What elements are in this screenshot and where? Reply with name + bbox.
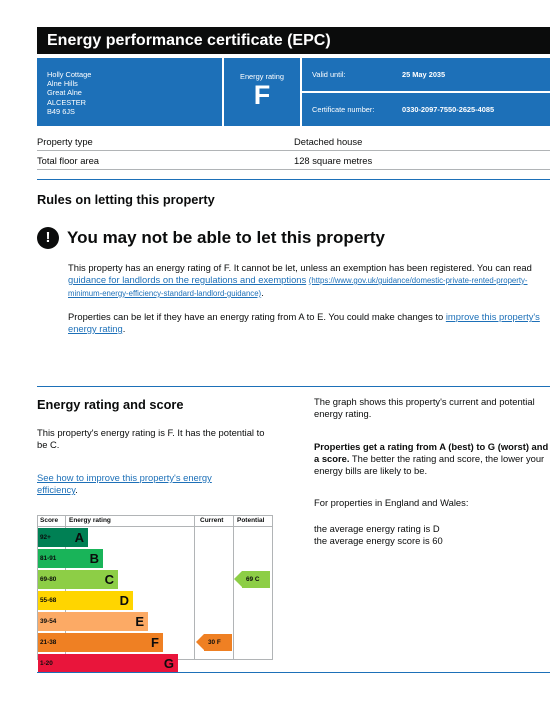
link-end: . [75, 484, 78, 495]
graph-paragraph-rest: The better the rating and score, the lower your energy bills are likely to be. [314, 453, 545, 476]
band-score-f: 21-38 [38, 633, 66, 652]
property-type-label: Property type [37, 135, 93, 147]
section-divider [37, 672, 550, 673]
band-bar-a: A [66, 528, 88, 547]
band-bar-e: E [66, 612, 148, 631]
address-line: B49 6JS [47, 106, 75, 116]
current-rating-arrow-tip [196, 634, 204, 650]
warning-callout [37, 227, 385, 249]
exclamation-icon: ! [37, 227, 59, 249]
current-rating-arrow-label: 30 F [208, 639, 221, 646]
graph-paragraph-1: The graph shows this property's current and potential energy rating. [314, 396, 535, 419]
address-line: Great Alne [47, 88, 82, 98]
warning-text: You may not be able to let this property [67, 228, 386, 247]
valid-until-value: 25 May 2035 [402, 70, 446, 79]
graph-paragraph-bold: Properties get a rating from A (best) to G (worst) and a score. [314, 441, 549, 464]
page-title: Energy performance certificate (EPC) [37, 27, 550, 54]
energy-rating-box [224, 58, 300, 126]
current-header: Current [200, 517, 224, 524]
certificate-number-label: Certificate number: [312, 105, 375, 114]
rules-text: Properties can be let if they have an energy rating from A to E. You could make changes to [68, 311, 446, 322]
section-divider [37, 179, 550, 180]
section-divider [37, 386, 550, 387]
property-details-table [37, 132, 550, 170]
improve-efficiency-link[interactable]: See how to improve this property's energy efficiency [37, 472, 212, 495]
band-score-a: 92+ [38, 528, 66, 547]
table-row [37, 151, 550, 170]
rules-paragraph-1 [68, 262, 552, 300]
band-score-e: 39-54 [38, 612, 66, 631]
average-rating: the average energy rating is D [314, 523, 440, 534]
rules-text-end: . [261, 287, 264, 298]
chart-divider [233, 516, 234, 659]
certificate-number-value: 0330-2097-7550-2625-4085 [402, 105, 495, 114]
band-bar-d: D [66, 591, 133, 610]
valid-until-row [302, 58, 550, 91]
band-score-g: 1-20 [38, 654, 66, 673]
chart-divider [38, 526, 272, 527]
energy-rating-chart [37, 515, 273, 671]
address-block [37, 58, 222, 126]
graph-paragraph-3: For properties in England and Wales: [314, 497, 469, 508]
rules-paragraph-2 [68, 311, 552, 335]
energy-paragraph: This property's energy rating is F. It has the potential to be C. [37, 427, 265, 450]
energy-rating-label: Energy rating [240, 72, 284, 81]
address-line: Holly Cottage [47, 70, 92, 79]
rules-heading: Rules on letting this property [37, 192, 215, 207]
property-type-value: Detached house [294, 135, 363, 147]
guidance-url-link[interactable]: (https://www.gov.uk/guidance/domestic-private-rented-property-minimum-energy-efficiency-standard-landlord-guidance) [68, 276, 528, 298]
rules-text: This property has an energy rating of F. It cannot be let, unless an exemption has been registered. You can read [68, 262, 532, 273]
band-score-d: 55-68 [38, 591, 66, 610]
potential-rating-arrow-tip [234, 571, 242, 587]
improve-efficiency-paragraph [37, 472, 247, 496]
address-line: Alne Hills [47, 79, 78, 89]
band-score-b: 81-91 [38, 549, 66, 568]
energy-heading: Energy rating and score [37, 397, 184, 412]
potential-rating-arrow-label: 69 C [246, 576, 260, 583]
floor-area-label: Total floor area [37, 154, 100, 166]
certificate-number-row [302, 93, 550, 126]
average-score: the average energy score is 60 [314, 535, 443, 546]
epc-summary [37, 58, 550, 126]
rating-header: Energy rating [69, 517, 111, 524]
band-bar-f: F [66, 633, 163, 652]
guidance-link[interactable]: guidance for landlords on the regulations and exemptions [68, 274, 307, 285]
band-score-c: 69-80 [38, 570, 66, 589]
improve-rating-link[interactable]: improve this property's energy rating [68, 311, 540, 334]
chart-divider [194, 516, 195, 659]
band-bar-b: B [66, 549, 103, 568]
graph-paragraph-2 [314, 441, 554, 477]
table-row [37, 132, 550, 151]
rules-text-end: . [122, 323, 126, 334]
band-bar-g: G [66, 654, 178, 673]
energy-rating-letter: F [253, 80, 271, 110]
band-bar-c: C [66, 570, 118, 589]
potential-rating-arrow [242, 571, 270, 588]
address-line: ALCESTER [47, 97, 87, 107]
valid-until-label: Valid until: [312, 70, 346, 79]
floor-area-value: 128 square metres [294, 154, 373, 166]
score-header: Score [40, 517, 59, 524]
current-rating-arrow [204, 634, 232, 651]
potential-header: Potential [237, 517, 265, 524]
graph-paragraph-4 [314, 523, 554, 547]
